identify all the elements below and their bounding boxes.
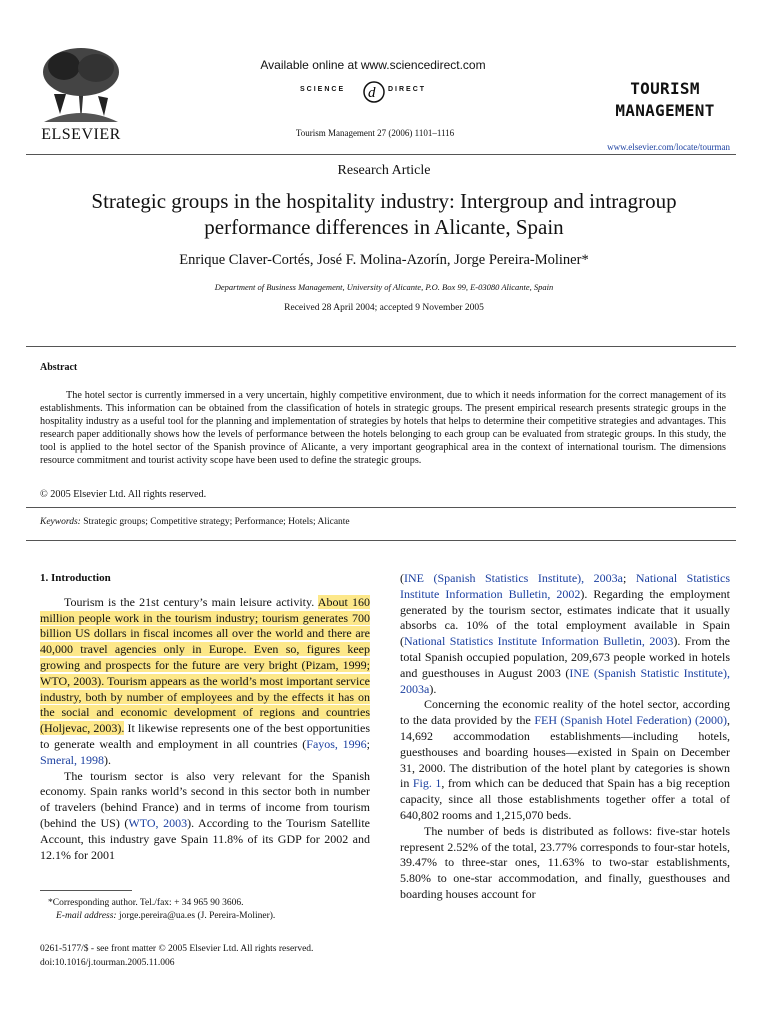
header-divider (26, 154, 736, 155)
keywords-list: Strategic groups; Competitive strategy; Performance; Hotels; Alicante (83, 517, 350, 527)
front-matter-line: 0261-5177/$ - see front matter © 2005 Elsevier Ltd. All rights reserved. (40, 944, 314, 954)
keywords-label: Keywords: (40, 517, 81, 527)
section-heading-introduction: 1. Introduction (40, 572, 111, 584)
page-footer (40, 942, 370, 970)
available-online-text: Available online at www.sciencedirect.com (260, 58, 486, 72)
text-span: ( (400, 571, 404, 585)
text-span: It likewise represents one of the best opportunities to generate wealth and employment in all countries ( (40, 721, 371, 751)
text-span: Concerning the economic reality of the hotel sector, according to the data provided by the (400, 697, 730, 728)
citation-link[interactable]: National Statistics Institute Information Bulletin, 2003 (404, 634, 674, 649)
article-type: Research Article (337, 163, 431, 178)
citation-link[interactable]: Smeral, 1998 (40, 752, 104, 767)
abstract-body (40, 389, 726, 467)
abstract-text: The hotel sector is currently immersed in a very uncertain, highly competitive environment, due to which it needs information for the correct management of its establishments. This information can be obtained from the classification of hotels in strategic groups. The present empirical research presents strategic groups in the hospitality industry as a useful tool for the planning and implementation of strategies by hotels that helps to determine their competitive strategies and advantages. This research paper additionally shows how the levels of performance between the hotels belonging to each group can be evaluated from strategic groups. In this study, the tool is applied to the hotel sector of the Spanish province of Alicante, a very important geographical area in the context of international tourism. The dimensions resource commitment and tourist activity scope have been used to define the strategic groups. (40, 390, 726, 466)
article-title: Strategic groups in the hospitality industry: Intergroup and intragroup performance differences in Alicante, Spain (91, 189, 677, 239)
right-column (400, 571, 730, 903)
sd-left-text: SCIENCE (300, 86, 346, 93)
elsevier-logo (26, 44, 136, 142)
keywords (40, 517, 350, 527)
abstract-heading: Abstract (40, 362, 78, 373)
email-address[interactable]: jorge.pereira@ua.es (J. Pereira-Moliner). (116, 910, 276, 921)
figure-link[interactable]: Fig. 1 (412, 776, 442, 791)
text-span: ). From the total Spanish occupied population, 209,673 people worked in hotels and guesthouses in August 2003 ( (400, 634, 730, 680)
text-span: ). Regarding the employment generated by the tourism sector, estimates indicate that it usually absorbs ca. 10% of the total employment available in Spain ( (400, 586, 730, 649)
abstract-copyright: © 2005 Elsevier Ltd. All rights reserved. (40, 489, 207, 500)
citation-link[interactable]: INE (Spanish Statistics Institute), 2003a (404, 571, 623, 585)
text-span: ). (429, 681, 437, 696)
intro-paragraph-2 (40, 769, 370, 864)
abstract-divider-top (26, 346, 736, 347)
citation-link[interactable]: INE (Spanish Statistic Institute), 2003a (400, 665, 730, 696)
text-span: ). According to the Tourism Satellite Account, this industry gave Spain 11.8% of its GDP for 2002 and 12.1% for 2001 (40, 815, 370, 862)
corresponding-author-note: *Corresponding author. Tel./fax: + 34 965 90 3606. (48, 898, 244, 908)
journal-citation: Tourism Management 27 (2006) 1101–1116 (295, 128, 455, 138)
abstract-divider-bottom (26, 507, 736, 508)
svg-text:d: d (368, 85, 376, 101)
email-label: E-mail address: (56, 910, 117, 921)
highlighted-text[interactable]: About 160 million people work in the tourism industry; tourism generates 700 billion US dollars in fiscal incomes all over the world and there are 40,000 travel agencies only in Europe. Even so, figures keep growing and prospects for the future are very bright (Pizam, 1999; WTO, 2003). Tourism appears as the world’s most important service industry, both by number of employees and by the effects it has on the social and economic development of regions and countries (Holjevac, 2003). (40, 594, 371, 736)
sciencedirect-logo (300, 78, 446, 104)
text-span: Tourism is the 21st century’s main leisure activity. (64, 594, 318, 609)
elsevier-tree-icon (34, 44, 128, 124)
journal-title (600, 78, 730, 122)
footnotes (40, 897, 370, 922)
text-span: ). (104, 752, 111, 767)
left-column (40, 571, 370, 863)
author-list: Enrique Claver-Cortés, José F. Molina-Azorín, Jorge Pereira-Moliner* (179, 252, 589, 268)
sciencedirect-mark-icon (362, 78, 386, 104)
body-paragraph-hotel-sector (400, 697, 730, 823)
email-note (40, 910, 370, 923)
journal-title-line2: MANAGEMENT (615, 101, 715, 120)
text-span: ; (366, 736, 370, 751)
text-span: , 14,692 accommodation establishments—including hotels, guesthouses and boarding houses—existed in Spain on December 31, 2000. The distribution of the hotel plant by categories is shown in (400, 713, 731, 791)
body-paragraph-beds: The number of beds is distributed as follows: five-star hotels represent 2.52% of the total, 23.77% corresponds to four-star hotels, 39.47% to three-star ones, 11.63% to two-star establishments, 5.80% to one-star accommodation, and finally, guesthouses and boarding houses account for (400, 823, 730, 901)
publisher-name: ELSEVIER (41, 126, 121, 143)
received-dates: Received 28 April 2004; accepted 9 November 2005 (284, 303, 484, 313)
body-paragraph-continued (400, 571, 730, 697)
journal-url-link[interactable]: www.elsevier.com/locate/tourman (607, 142, 730, 152)
citation-link[interactable]: WTO, 2003 (128, 815, 188, 830)
citation-link[interactable]: Fayos, 1996 (306, 736, 367, 751)
citation-link[interactable]: FEH (Spanish Hotel Federation) (2000) (534, 713, 728, 728)
affiliation: Department of Business Management, University of Alicante, P.O. Box 99, E-03080 Alicante, Spain (214, 282, 554, 292)
citation-link[interactable]: National Statistics Institute Information Bulletin, 2002 (400, 571, 731, 601)
keywords-divider (26, 540, 736, 541)
sd-right-text: DIRECT (388, 86, 427, 93)
journal-title-line1: TOURISM (630, 79, 700, 98)
intro-paragraph-1 (40, 595, 370, 769)
doi-line: doi:10.1016/j.tourman.2005.11.006 (40, 958, 175, 968)
text-span: , from which can be deduced that Spain has a big reception capacity, since all those establishments together offer a total of 640,802 rooms and 1,215,070 beds. (400, 776, 730, 822)
footnote-divider (40, 890, 132, 891)
text-span: The tourism sector is also very relevant for the Spanish economy. Spain ranks world’s second in this sector both in number of travelers (behind France) and in terms of income from tourism (behind the US) ( (40, 768, 370, 830)
text-span: ; (623, 571, 636, 585)
